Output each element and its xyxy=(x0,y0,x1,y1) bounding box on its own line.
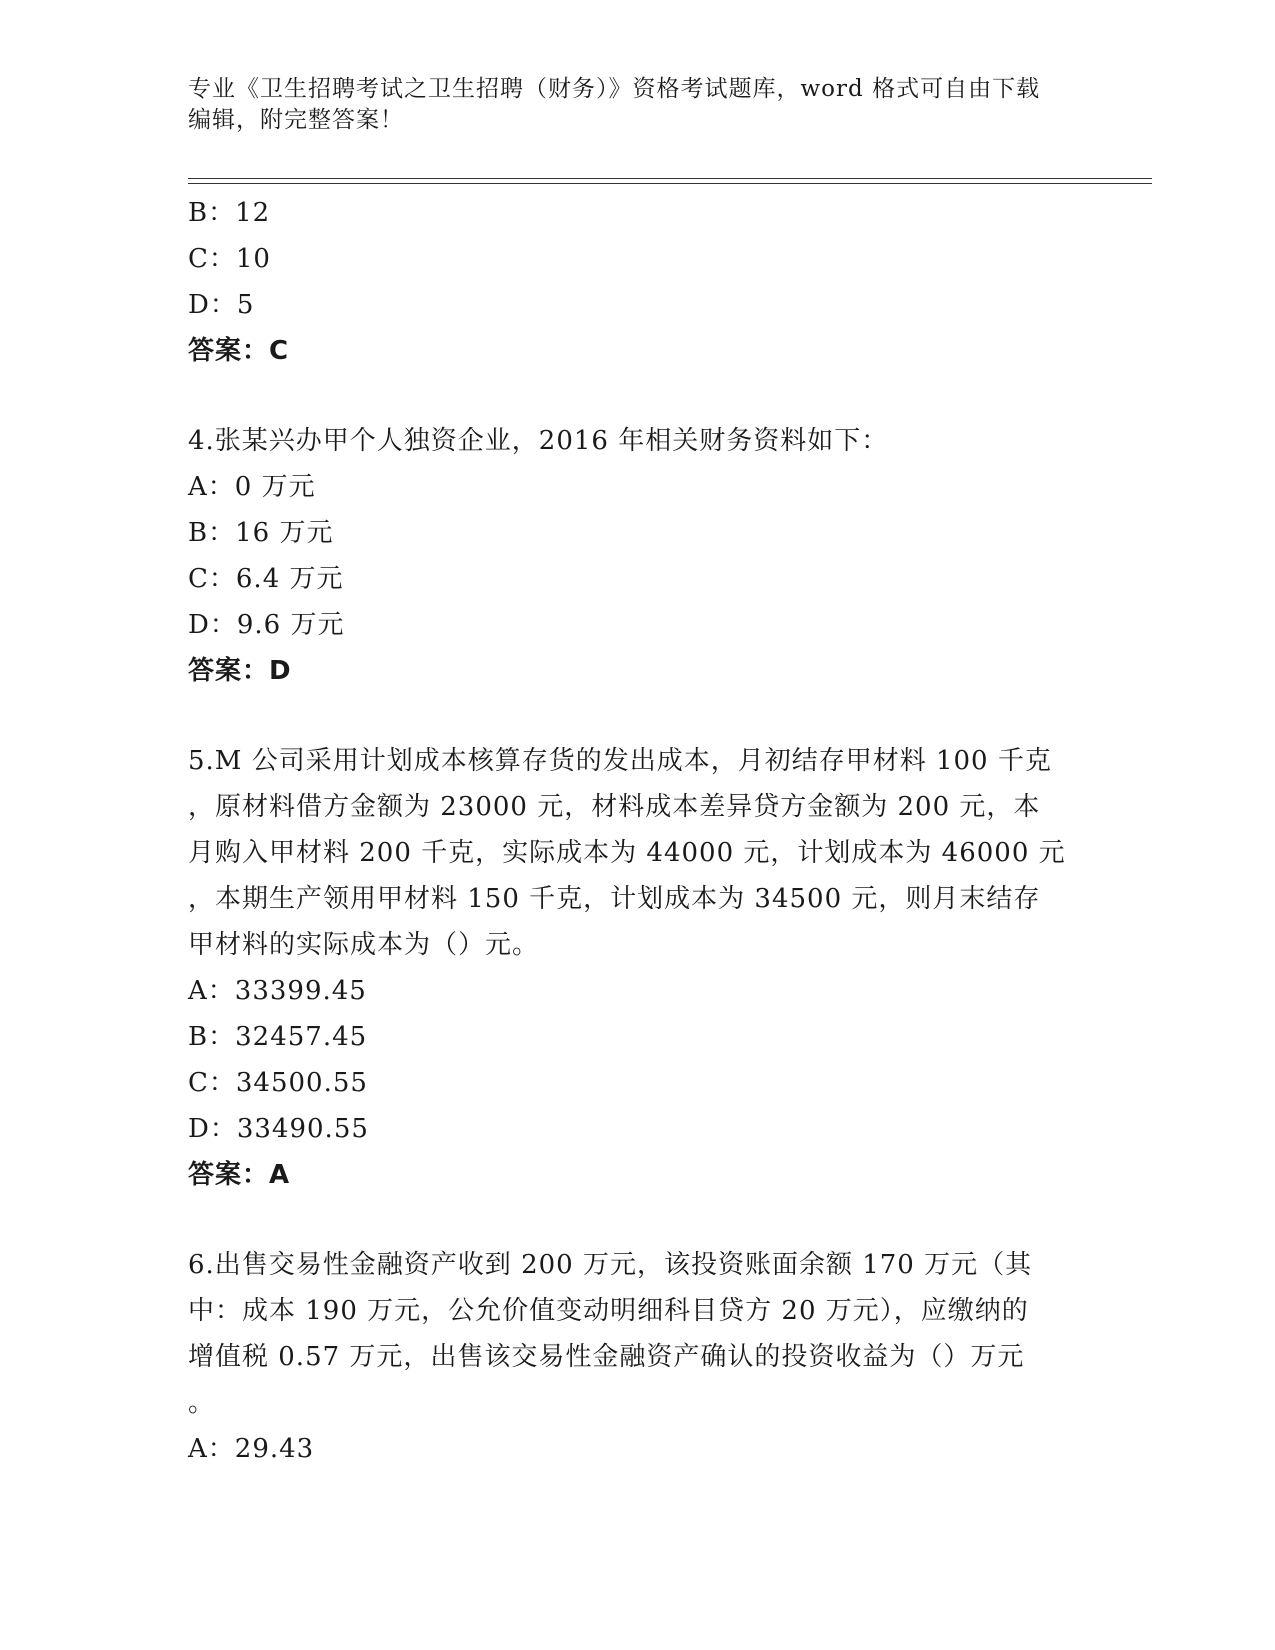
option-b: B：32457.45 xyxy=(188,1022,368,1052)
answer-label: 答案：D xyxy=(188,656,292,686)
question-4 xyxy=(188,418,1088,694)
option-b: B：16 万元 xyxy=(188,518,334,548)
spacer xyxy=(188,694,1088,738)
question-stem-line: 增值税 0.57 万元，出售该交易性金融资产确认的投资收益为（）万元 xyxy=(188,1342,1025,1372)
option-a: A：29.43 xyxy=(188,1434,315,1464)
question-stem-line: ，本期生产领用甲材料 150 千克，计划成本为 34500 元，则月末结存 xyxy=(188,884,1041,914)
question-stem-line: 。 xyxy=(188,1388,216,1418)
header-line-1: 专业《卫生招聘考试之卫生招聘（财务）》资格考试题库，word 格式可自由下载 xyxy=(188,76,1041,102)
question-5 xyxy=(188,738,1088,1198)
spacer xyxy=(188,1198,1088,1242)
option-c: C：10 xyxy=(188,244,271,274)
option-c: C：34500.55 xyxy=(188,1068,368,1098)
option-b: B：12 xyxy=(188,198,271,228)
question-3 xyxy=(188,190,1088,374)
document-header xyxy=(188,74,1088,136)
option-d: D：5 xyxy=(188,290,255,320)
question-stem-line: 甲材料的实际成本为（）元。 xyxy=(188,930,540,960)
option-a: A：33399.45 xyxy=(188,976,367,1006)
question-stem-line: ，原材料借方金额为 23000 元，材料成本差异贷方金额为 200 元，本 xyxy=(188,792,1041,822)
question-stem-line: 4.张某兴办甲个人独资企业，2016 年相关财务资料如下： xyxy=(188,426,889,456)
option-a: A：0 万元 xyxy=(188,472,316,502)
header-line-2: 编辑，附完整答案！ xyxy=(188,107,404,133)
answer-label: 答案：C xyxy=(188,336,290,366)
header-divider-top xyxy=(188,178,1152,179)
option-d: D：33490.55 xyxy=(188,1114,369,1144)
answer-label: 答案：A xyxy=(188,1160,291,1190)
question-stem-line: 5.M 公司采用计划成本核算存货的发出成本，月初结存甲材料 100 千克 xyxy=(188,746,1052,776)
question-stem-line: 月购入甲材料 200 千克，实际成本为 44000 元，计划成本为 46000 元 xyxy=(188,838,1066,868)
question-list xyxy=(188,190,1088,1472)
question-stem-line: 中：成本 190 万元，公允价值变动明细科目贷方 20 万元），应缴纳的 xyxy=(188,1296,1029,1326)
option-c: C：6.4 万元 xyxy=(188,564,344,594)
header-divider-bottom xyxy=(188,183,1152,184)
option-d: D：9.6 万元 xyxy=(188,610,345,640)
question-stem-line: 6.出售交易性金融资产收到 200 万元，该投资账面余额 170 万元（其 xyxy=(188,1250,1033,1280)
question-6 xyxy=(188,1242,1088,1472)
spacer xyxy=(188,374,1088,418)
